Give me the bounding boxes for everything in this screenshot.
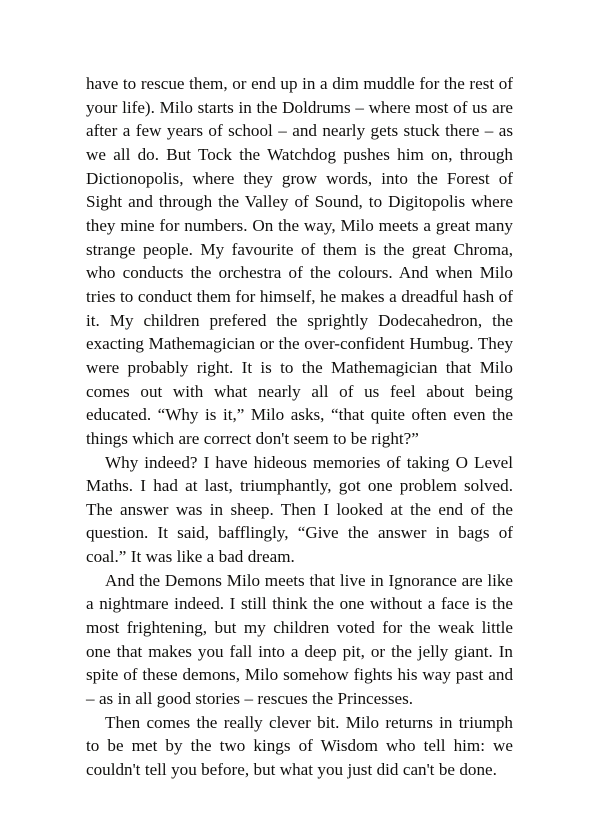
body-paragraph-1: have to rescue them, or end up in a dim muddle for the rest of your life). Milo starts in the Doldrums – where most of us are after a few years of school – and nearly gets stuck there – as we all do. But Tock the Watchdog pushes him on, through Dictionopolis, where they grow words, into the Forest of Sight and through the Valley of Sound, to Digitopolis where they mine for numbers. On the way, Milo meets a great many strange people. My favourite of them is the great Chroma, who conducts the orchestra of the colours. And when Milo tries to conduct them for himself, he makes a dreadful hash of it. My children prefered the sprightly Dodecahedron, the exacting Mathemagician or the over-confident Humbug. They were probably right. It is to the Mathemagician that Milo comes out with what nearly all of us feel about being educated. “Why is it,” Milo asks, “that quite often even the things which are correct don't seem to be right?”: [86, 74, 513, 448]
body-paragraph-4: Then comes the really clever bit. Milo returns in triumph to be met by the two kings of Wisdom who tell him: we couldn't tell you before, but what you just did can't be done.: [86, 712, 513, 780]
body-paragraph-2: Why indeed? I have hideous memories of taking O Level Maths. I had at last, triumphantly, got one problem solved. The answer was in sheep. Then I looked at the end of the question. It said, bafflingly, “Give the answer in bags of coal.” It was like a bad dream.: [86, 452, 513, 567]
text-column: [86, 72, 513, 782]
body-paragraph-3: And the Demons Milo meets that live in Ignorance are like a nightmare indeed. I still think the one without a face is the most frightening, but my children voted for the weak little one that makes you fall into a deep pit, or the jelly giant. In spite of these demons, Milo somehow fights his way past and – as in all good stories – rescues the Princesses.: [86, 570, 513, 709]
